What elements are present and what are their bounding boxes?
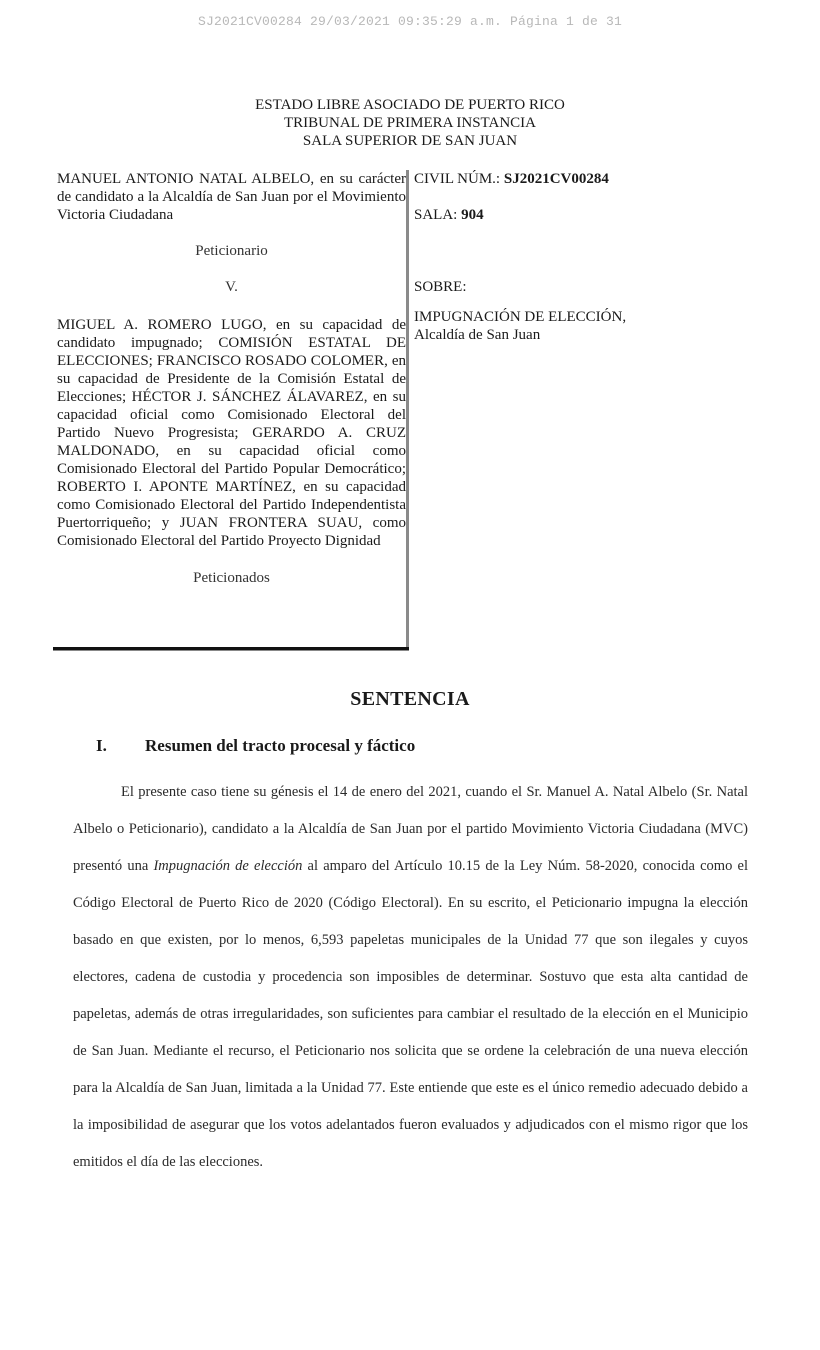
- paragraph-part-2: al amparo del Artículo 10.15 de la Ley Núm. 58-2020, conocida como el Código Electoral de Puerto Rico de 2020 (Código Electoral). En su escrito, el Peticionario impugna la elección basado en que existen, por lo menos, 6,593 papeletas municipales de la Unidad 77 que son ilegales y cuyos electores, cadena de custodia y procedencia son imposibles de determinar. Sostuvo que esta alta cantidad de papeletas, además de otras irregularidades, son suficientes para cambiar el resultado de la elección en el Municipio de San Juan. Mediante el recurso, el Peticionario nos solicita que se ordene la celebración de una nueva elección para la Alcaldía de San Juan, limitada a la Unidad 77. Este entiende que este es el único remedio adecuado debido a la imposibilidad de asegurar que los votos adelantados fueron evaluados y adjudicados con el mismo rigor que los emitidos el día de las elecciones.: [73, 858, 748, 1170]
- respondents-description: MIGUEL A. ROMERO LUGO, en su capacidad de candidato impugnado; COMISIÓN ESTATAL DE ELECCIONES; FRANCISCO ROSADO COLOMER, en su capacidad de Presidente de la Comisión Estatal de Elecciones; HÉCTOR J. SÁNCHEZ ÁLAVAREZ, en su capacidad oficial como Comisionado Electoral del Partido Nuevo Progresista; GERARDO A. CRUZ MALDONADO, en su capacidad oficial como Comisionado Electoral del Partido Popular Democrático; ROBERTO I. APONTE MARTÍNEZ, en su capacidad como Comisionado Electoral del Partido Independentista Puertorriqueño; y JUAN FRONTERA SUAU, como Comisionado Electoral del Partido Proyecto Dignidad: [57, 317, 406, 549]
- sala-value: 904: [461, 207, 484, 223]
- court-header-line-3: SALA SUPERIOR DE SAN JUAN: [302, 133, 518, 149]
- petitioner-name: MANUEL ANTONIO NATAL ALBELO,: [57, 171, 315, 187]
- parties-column: [57, 170, 409, 648]
- subject-line-1: IMPUGNACIÓN DE ELECCIÓN,: [414, 309, 627, 325]
- court-header-line-1: ESTADO LIBRE ASOCIADO DE PUERTO RICO: [255, 97, 565, 113]
- subject-line-2: Alcaldía de San Juan: [414, 327, 541, 343]
- document-title: SENTENCIA: [350, 688, 470, 710]
- case-caption: [57, 170, 657, 654]
- document-stamp: SJ2021CV00284 29/03/2021 09:35:29 a.m. Página 1 de 31: [197, 14, 623, 29]
- petitioner-capacity: en su carácter de candidato a la Alcaldía de San Juan por el Movimiento Victoria Ciudadana: [57, 171, 406, 223]
- petitioner-description: [57, 170, 406, 224]
- civil-number-value: SJ2021CV00284: [503, 171, 609, 187]
- section-number: I.: [96, 736, 107, 755]
- paragraph-part-1: El presente caso tiene su génesis el 14 de enero del 2021, cuando el Sr. Manuel A. Natal Albelo (Sr. Natal Albelo o Peticionario), candidato a la Alcaldía de San Juan por el partido Movimiento Victoria Ciudadana (MVC) presentó una: [73, 784, 748, 874]
- section-title: Resumen del tracto procesal y fáctico: [145, 736, 416, 755]
- versus-label: V.: [225, 279, 238, 295]
- sala: [414, 206, 674, 224]
- body-paragraph: [73, 774, 748, 1181]
- petitioner-role: Peticionario: [195, 243, 268, 259]
- civil-number-label: CIVIL NÚM.:: [414, 171, 501, 187]
- civil-number: [414, 170, 674, 188]
- paragraph-italic-term: Impugnación de elección: [153, 858, 303, 874]
- respondents-role: Peticionados: [193, 570, 270, 586]
- sobre-label: SOBRE:: [414, 279, 467, 295]
- court-header: [0, 96, 820, 150]
- section-heading: [96, 736, 415, 756]
- court-header-line-2: TRIBUNAL DE PRIMERA INSTANCIA: [284, 115, 536, 131]
- caption-bottom-rule: [53, 647, 409, 650]
- case-info-column: [414, 170, 674, 344]
- sala-label: SALA:: [414, 207, 458, 223]
